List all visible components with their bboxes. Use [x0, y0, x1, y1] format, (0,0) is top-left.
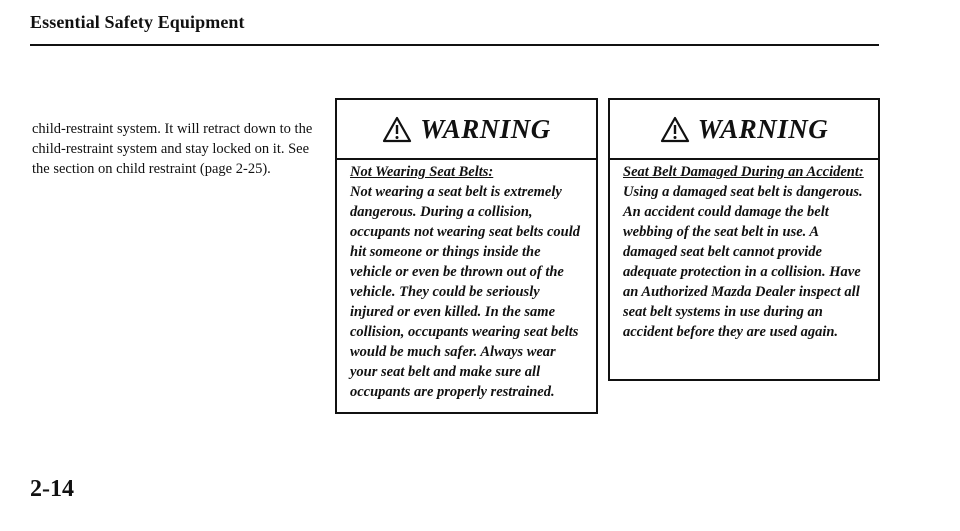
warning-content	[337, 160, 596, 402]
body-paragraph: child-restraint system. It will retract down to the child-restraint system and stay locked on it. See the section on child restraint (page 2-25).	[32, 121, 313, 177]
warning-subheading: Seat Belt Damaged During an Accident:	[623, 164, 864, 180]
warning-subheading: Not Wearing Seat Belts:	[350, 164, 494, 180]
warning-heading: WARNING	[420, 113, 551, 144]
warning-content	[610, 160, 878, 342]
page-number: 2-14	[30, 476, 74, 502]
warning-header	[337, 100, 596, 160]
warning-triangle-icon	[660, 116, 690, 143]
section-title: Essential Safety Equipment	[30, 12, 245, 32]
warning-heading: WARNING	[697, 113, 829, 144]
warning-box-damaged-belt	[608, 98, 880, 381]
header-divider	[30, 44, 879, 46]
warning-box-seat-belts	[335, 98, 598, 414]
warning-header	[610, 100, 878, 160]
warning-triangle-icon	[382, 116, 412, 143]
warning-text: Not wearing a seat belt is extremely dangerous. During a collision, occupants not wearing seat belts could hit someone or things inside the vehicle or even be thrown out of the vehicle. They could be seriously injured or even killed. In the same collision, occupants wearing seat belts would be much safer. Always wear your seat belt and make sure all occupants are properly restrained.	[350, 184, 581, 400]
warning-text: Using a damaged seat belt is dangerous. An accident could damage the belt webbing of the seat belt in use. A damaged seat belt cannot provide adequate protection in a collision. Have an Authorized Mazda Dealer inspect all seat belt systems in use during an accident before they are used again.	[623, 184, 863, 340]
